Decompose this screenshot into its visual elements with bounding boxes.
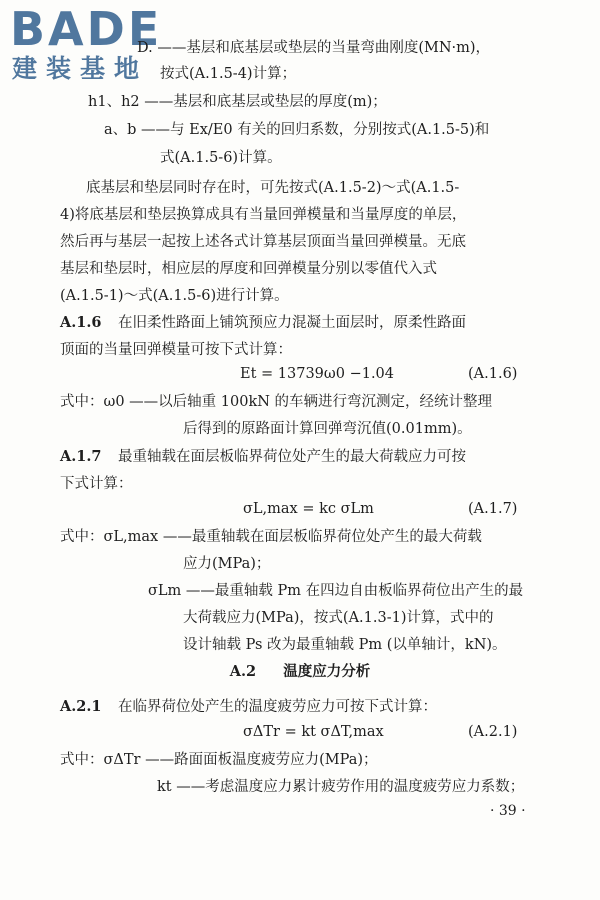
line-text: 按式(A.1.5-4)计算；: [160, 66, 297, 82]
line-text: 后得到的原路面计算回弹弯沉值(0.01mm)。: [183, 421, 472, 437]
line-text: (A.1.5-1)～式(A.1.5-6)进行计算。: [60, 288, 289, 304]
line-text: 底基层和垫层同时存在时，可先按式(A.1.5-2)～式(A.1.5-: [86, 180, 460, 196]
line-text: kt ——考虑温度应力累计疲劳作用的温度疲劳应力系数；: [157, 779, 525, 795]
logo-subtitle: 建装基地: [12, 54, 149, 83]
line-text: 在临界荷位处产生的温度疲劳应力可按下式计算：: [118, 699, 437, 715]
line-text: 式中：ω0 ——以后轴重 100kN 的车辆进行弯沉测定，经统计整理: [60, 394, 493, 410]
line-text: 式中：σΔTr ——路面面板温度疲劳应力(MPa)；: [60, 752, 378, 768]
line-text: 应力(MPa)；: [183, 556, 271, 572]
line-text: 顶面的当量回弹模量可按下式计算：: [60, 342, 292, 358]
section-heading: [0, 662, 600, 682]
section-number: A.2: [229, 663, 257, 680]
line-text: h1、h2 ——基层和底基层或垫层的厚度(m)；: [88, 94, 387, 110]
clause-number: A.2.1: [60, 698, 102, 715]
line-text: 式(A.1.5-6)计算。: [160, 150, 282, 166]
line-text: σLm ——最重轴载 Pm 在四边自由板临界荷位出产生的最: [148, 583, 524, 599]
line-text: 式中：σL,max ——最重轴载在面层板临界荷位处产生的最大荷载: [60, 529, 482, 545]
page-number: · 39 ·: [490, 803, 526, 819]
line-text: D. ——基层和底基层或垫层的当量弯曲刚度(MN·m)，: [137, 40, 491, 56]
equation: Et = 13739ω0 −1.04: [240, 366, 394, 382]
equation-number: (A.2.1): [468, 724, 518, 740]
clause-number: A.1.6: [60, 314, 102, 331]
equation: σL,max = kc σLm: [243, 501, 374, 517]
section-title: 温度应力分析: [283, 663, 371, 680]
line-text: 最重轴载在面层板临界荷位处产生的最大荷载应力可按: [118, 449, 466, 465]
line-text: a、b ——与 Ex/E0 有关的回归系数，分别按式(A.1.5-5)和: [104, 122, 490, 138]
line-text: 大荷载应力(MPa)，按式(A.1.3-1)计算，式中的: [183, 610, 494, 626]
logo-word: BADE: [10, 2, 163, 56]
line-text: 然后再与基层一起按上述各式计算基层顶面当量回弹模量。无底: [60, 234, 466, 250]
line-text: 下式计算：: [60, 476, 133, 492]
clause-number: A.1.7: [60, 448, 102, 465]
line-text: 设计轴载 Ps 改为最重轴载 Pm (以单轴计，kN)。: [183, 637, 507, 653]
equation-number: (A.1.7): [468, 501, 518, 517]
line-text: 在旧柔性路面上铺筑预应力混凝土面层时，原柔性路面: [118, 315, 466, 331]
equation-number: (A.1.6): [468, 366, 518, 382]
equation: σΔTr = kt σΔT,max: [243, 724, 384, 740]
line-text: 4)将底基层和垫层换算成具有当量回弹模量和当量厚度的单层，: [60, 207, 467, 223]
line-text: 基层和垫层时，相应层的厚度和回弹模量分别以零值代入式: [60, 261, 437, 277]
